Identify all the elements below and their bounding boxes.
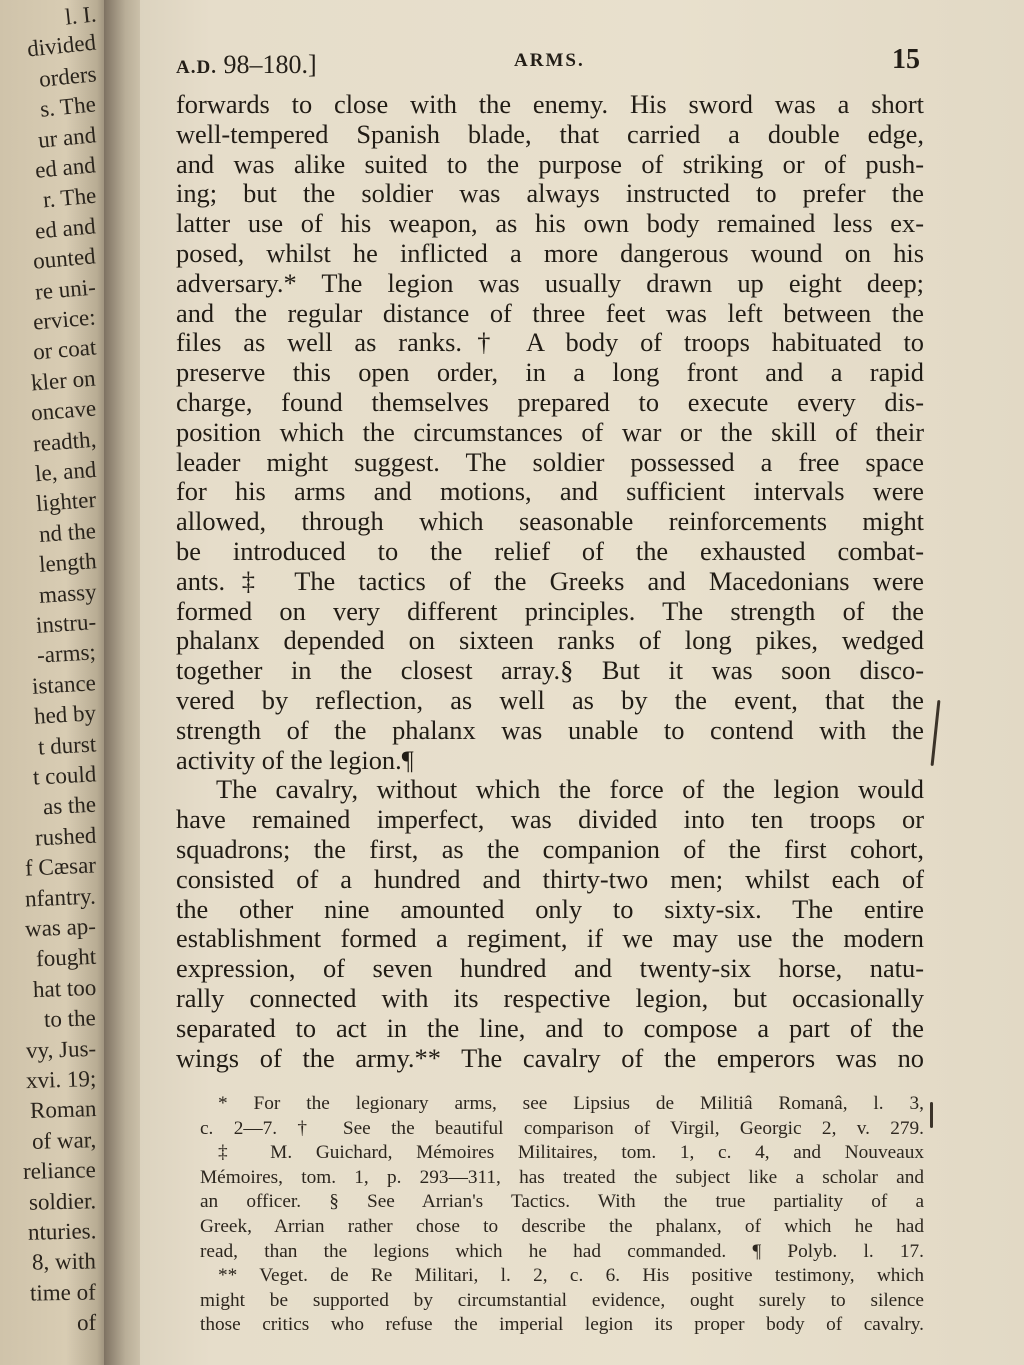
body-line: rally connected with its respective legion, but occasionally <box>176 982 924 1013</box>
body-line: together in the closest array.§ But it was soon disco- <box>176 655 924 686</box>
left-page-fragment: divided <box>25 29 98 62</box>
left-page-fragment: istance <box>31 669 97 699</box>
footnote-line: an officer. § See Arrian's Tactics. With the true partiality of a <box>200 1191 924 1213</box>
left-page-fragment: nfantry. <box>24 883 97 912</box>
left-page-fragment: massy <box>37 578 97 608</box>
body-line: adversary.* The legion was usually drawn up eight deep; <box>176 267 924 298</box>
left-page-fragment: Roman <box>29 1096 97 1124</box>
left-page-fragment: hat too <box>32 974 97 1002</box>
left-page-fragment: time of <box>29 1279 97 1306</box>
body-line: squadrons; the first, as the companion of the first cohort, <box>176 833 924 864</box>
footnote-line: ‡ M. Guichard, Mémoires Militaires, tom. 1, c. 4, and Nouveaux <box>218 1142 924 1164</box>
left-page-fragment: t could <box>32 761 97 790</box>
body-line: expression, of seven hundred and twenty-six horse, natu- <box>176 953 924 984</box>
footnote-line: those critics who refuse the imperial legion its proper body of cavalry. <box>200 1314 924 1336</box>
left-page-fragment: r. The <box>41 182 98 213</box>
body-line: charge, found themselves prepared to execute every dis- <box>176 386 924 417</box>
ad-label: A.D. <box>176 57 217 78</box>
body-line: formed on very different principles. The strength of the <box>176 595 924 626</box>
left-page-fragment: re uni- <box>34 274 97 305</box>
left-page-fragment: t durst <box>37 731 97 760</box>
left-page-fragment: of <box>76 1310 97 1336</box>
left-page-fragment: kler on <box>30 365 97 396</box>
body-line: phalanx depended on sixteen ranks of long pikes, wedged <box>176 625 924 656</box>
footnote-line: read, than the legions which he had commanded. ¶ Polyb. l. 17. <box>200 1240 924 1262</box>
left-page-fragment: ur and <box>36 121 98 153</box>
body-line: vered by reflection, as well as by the event, that the <box>176 684 924 715</box>
body-line: preserve this open order, in a long front and a rapid <box>176 357 924 388</box>
body-line: The cavalry, without which the force of the legion would <box>216 774 924 805</box>
left-page-fragment: to the <box>43 1005 97 1033</box>
left-page-fragment: fought <box>35 944 97 972</box>
running-header <box>176 44 924 88</box>
body-line: and was alike suited to the purpose of striking or of push- <box>176 148 924 179</box>
left-page-fragment: as the <box>42 792 97 820</box>
year-range: 98–180.] <box>223 50 317 79</box>
pencil-margin-mark <box>930 1102 933 1128</box>
date-range <box>176 50 317 80</box>
left-page-fragment: orders <box>37 60 98 92</box>
body-line: and the regular distance of three feet was left between the <box>176 297 924 328</box>
footnote-line: c. 2—7. † See the beautiful comparison of Virgil, Georgic 2, v. 279. <box>200 1117 924 1139</box>
body-line: well-tempered Spanish blade, that carried a double edge, <box>176 118 924 149</box>
left-page-fragment: reliance <box>22 1157 97 1185</box>
left-page-fragment: or coat <box>31 334 97 365</box>
left-page-fragment: length <box>37 548 97 578</box>
left-page-fragment: readth, <box>31 426 97 456</box>
left-page-fragment: was ap- <box>24 913 97 942</box>
left-page-fragment: le, and <box>33 456 97 487</box>
body-line: ing; but the soldier was always instructed to prefer the <box>176 178 924 209</box>
body-line: activity of the legion.¶ <box>176 744 414 775</box>
left-page-fragment: hed by <box>33 700 97 729</box>
body-line: files as well as ranks.† A body of troops habituated to <box>176 327 924 358</box>
body-line: leader might suggest. The soldier possessed a free space <box>176 446 924 477</box>
left-page-fragment: nturies. <box>27 1218 97 1245</box>
body-line: wings of the army.** The cavalry of the emperors was no <box>176 1042 924 1073</box>
footnote-line: * For the legionary arms, see Lipsius de Militiâ Romanâ, l. 3, <box>218 1093 924 1114</box>
left-page-fragment: s. The <box>39 91 98 122</box>
body-line: consisted of a hundred and thirty-two men; whilst each of <box>176 863 924 894</box>
body-line: forwards to close with the enemy. His sword was a short <box>176 89 924 119</box>
left-page-fragment: nd the <box>38 517 97 547</box>
footnote-line: Mémoires, tom. 1, p. 293—311, has treated the subject like a scholar and <box>200 1166 924 1188</box>
body-line: be introduced to the relief of the exhausted combat- <box>176 535 924 566</box>
body-line: the other nine amounted only to sixty-six. The entire <box>176 893 924 924</box>
left-page-fragment: instru- <box>35 609 97 638</box>
body-text <box>176 90 924 1073</box>
footnote-line: might be supported by circumstantial evidence, ought surely to silence <box>200 1289 924 1311</box>
body-line: allowed, through which seasonable reinforcements might <box>176 506 924 537</box>
left-page-fragment: ed and <box>34 152 98 183</box>
page-number: 15 <box>892 44 920 75</box>
body-line: establishment formed a regiment, if we may use the modern <box>176 923 924 954</box>
left-page-fragment: lighter <box>35 487 97 517</box>
body-line: separated to act in the line, and to compose a part of the <box>176 1012 924 1043</box>
left-page-fragment: 8, with <box>31 1248 97 1275</box>
left-page-fragment: oncave <box>29 395 97 426</box>
left-page-fragment: soldier. <box>28 1187 97 1215</box>
left-page-fragment: rushed <box>34 822 97 851</box>
body-line: latter use of his weapon, as his own body remained less ex- <box>176 208 924 239</box>
left-page-fragment: l. I. <box>63 1 98 30</box>
left-page <box>0 0 110 1365</box>
left-page-fragment: ounted <box>32 243 97 274</box>
left-page-fragment: vy, Jus- <box>25 1035 97 1063</box>
footnote-line: Greek, Arrian rather chose to describe the phalanx, of which he had <box>200 1215 924 1237</box>
body-line: have remained imperfect, was divided into ten troops or <box>176 804 924 835</box>
footnotes <box>200 1092 924 1338</box>
left-page-fragment: ed and <box>34 213 98 244</box>
left-page-fragment: of war, <box>31 1126 97 1154</box>
left-page-fragment: f Cæsar <box>24 852 97 881</box>
body-line: for his arms and motions, and sufficient intervals were <box>176 476 924 507</box>
left-page-fragment: -arms; <box>36 639 97 669</box>
body-line: ants.‡ The tactics of the Greeks and Macedonians were <box>176 565 924 596</box>
left-page-fragment: xvi. 19; <box>25 1065 97 1094</box>
left-page-fragment: ervice: <box>32 304 97 335</box>
footnote-line: ** Veget. de Re Militari, l. 2, c. 6. His positive testimony, which <box>218 1265 924 1287</box>
chapter-title: ARMS. <box>514 50 585 71</box>
body-line: posed, whilst he inflicted a more dangerous wound on his <box>176 237 924 268</box>
body-line: strength of the phalanx was unable to contend with the <box>176 714 924 745</box>
body-line: position which the circumstances of war or the skill of their <box>176 416 924 447</box>
